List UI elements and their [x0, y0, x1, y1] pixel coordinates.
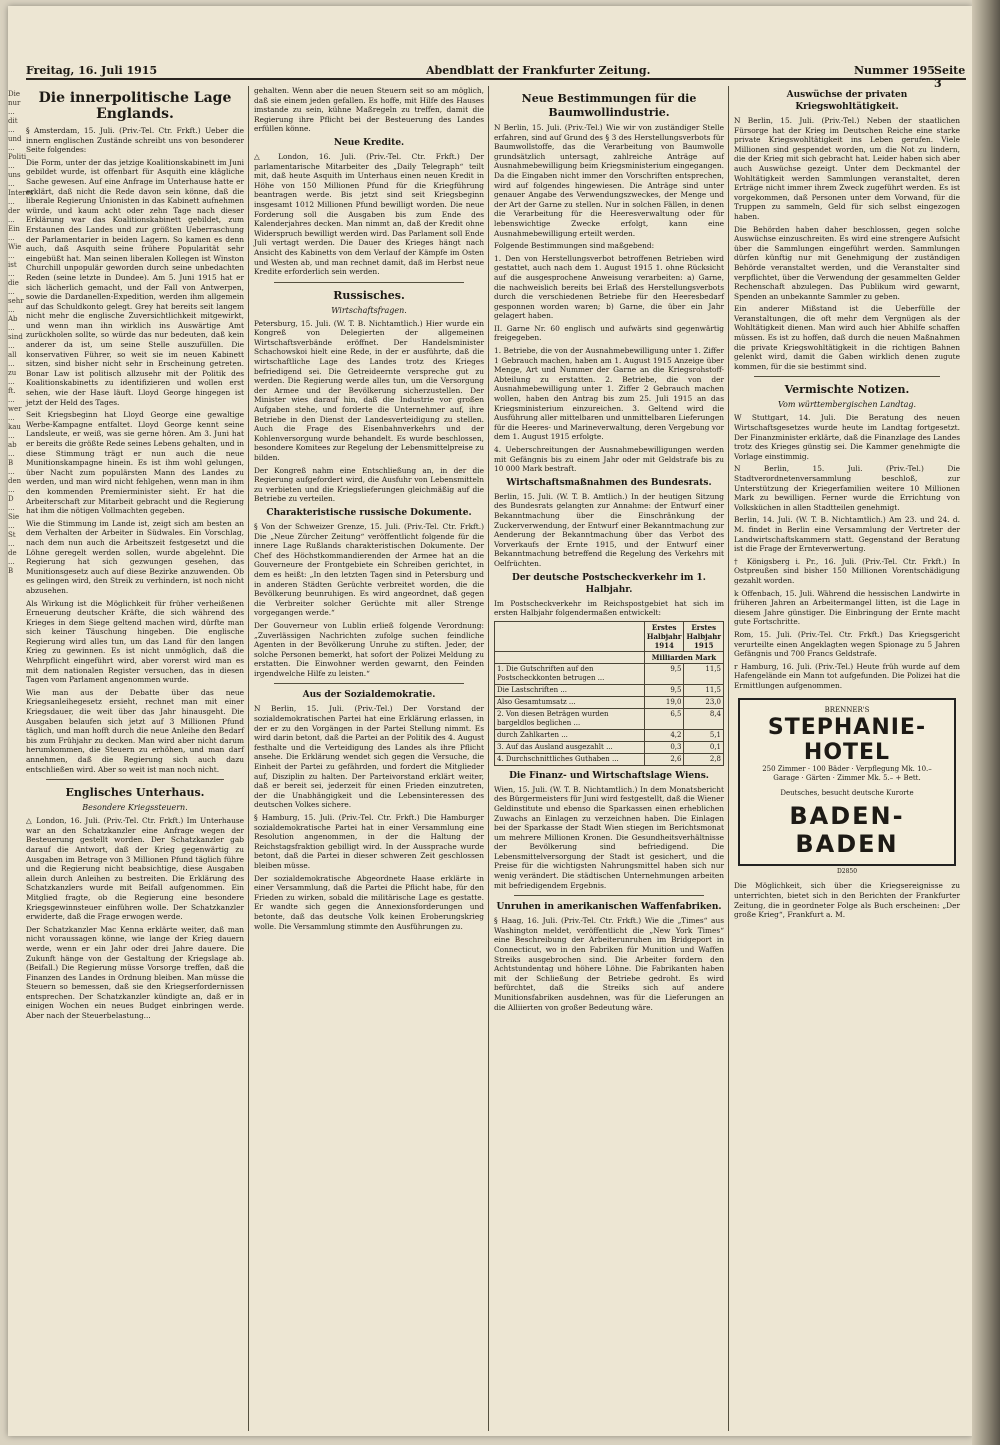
table-cell-label: Also Gesamtumsatz ...: [495, 696, 645, 708]
paragraph: N Berlin, 15. Juli. (Priv.-Tel.) Wie wir von zuständiger Stelle erfahren, sind auf Grund des § 3 des Herstellungsverbots für Baumwollstoffe, das die Verarbeitung von Baumwolle grundsätzlich untersagt, zahlreiche Anträge auf Ausnahmebewilligung beim Kriegsministerium eingegangen. Da die Eingaben nicht immer den Vorschriften entsprechen, wird auf folgendes hingewiesen. Die Anträge sind unter genauer Angabe des Verwendungszweckes, der Menge und der Art der Garne zu stellen. Nur in solchen Fällen, in denen die Verarbeitung für die Heeresverwaltung oder für lebenswichtige Zwecke erfolgt, kann eine Ausnahmebewilligung erteilt werden.: [494, 123, 724, 238]
ad-code: D2850: [836, 868, 858, 876]
column-4: [734, 86, 960, 1431]
paragraph: § Von der Schweizer Grenze, 15. Juli. (Priv.-Tel. Ctr. Frkft.) Die „Neue Zürcher Zeitung“ veröffentlicht folgende für die innere Lage Rußlands charakteristischen Dokumente. Der Chef des Höchstkommandierenden der Armee hat an die Gouverneure der Frontgebiete ein Schreiben gerichtet, in dem es heißt: „In den letzten Tagen sind in Petersburg und in anderen Städten Gerüchte verbreitet worden, die die Bevölkerung beunruhigen. Es wird angeordnet, daß gegen die Verbreiter solcher Gerüchte mit aller Strenge vorgegangen werde.“: [254, 521, 484, 618]
article-subtitle: Vom württembergischen Landtag.: [777, 400, 917, 410]
paragraph: Im Postscheckverkehr im Reichspostgebiet hat sich im ersten Halbjahr folgendermaßen entwickelt:: [494, 598, 724, 618]
article-title: Die Finanz- und Wirtschaftslage Wiens.: [509, 770, 709, 781]
paragraph: Der Gouverneur von Lublin erließ folgende Verordnung: „Zuverlässigen Nachrichten zufolge suchen feindliche Agenten in der Bevölkerung Unruhe zu stiften. Jeder, der solche Personen bemerkt, hat sofort der Polizei Meldung zu erstatten. Die Einwohner werden gewarnt, den Feinden irgendwelche Hilfe zu leisten.“: [254, 620, 484, 678]
table-header: Erstes Halbjahr 1914: [644, 621, 684, 651]
article-title: Neue Bestimmungen für die Baumwollindustrie.: [521, 92, 697, 119]
table-cell-label: 1. Die Gutschriften auf den Postscheckkonten betrugen ...: [495, 663, 645, 684]
column-rule: [728, 86, 729, 1431]
paragraph: Berlin, 14. Juli. (W. T. B. Nichtamtlich.) Am 23. und 24. d. M. findet in Berlin eine Versammlung der Vertreter der Landwirtschaftskammern statt. Gegenstand der Beratung ist die Frage der Ernteverwertung.: [734, 515, 960, 554]
paragraph: Die Behörden haben daher beschlossen, gegen solche Auswüchse einzuschreiten. Es wird eine strengere Aufsicht über die Sammlungen eingeführt werden. Sammlungen dürfen künftig nur mit Genehmigung der zuständigen Behörde veranstaltet werden, und die Veranstalter sind verpflichtet, über die Verwendung der gesammelten Gelder Rechenschaft abzulegen. Das Publikum wird gewarnt, Spenden an unbekannte Sammler zu geben.: [734, 224, 960, 301]
article-title: Wirtschaftsmaßnahmen des Bundesrats.: [506, 477, 712, 488]
table-cell-value: 6,5: [644, 708, 684, 729]
divider: [274, 683, 464, 684]
newspaper-page: [8, 6, 972, 1436]
paragraph: 4. Ueberschreitungen der Ausnahmebewilligungen werden mit Gefängnis bis zu einem Jahr oder mit Geldstrafe bis zu 10 000 Mark bestraft.: [494, 445, 724, 474]
article-title: Die innerpolitische Lage Englands.: [38, 90, 232, 122]
column-2: [254, 86, 484, 1431]
paragraph: Wien, 15. Juli. (W. T. B. Nichtamtlich.) In dem Monatsbericht des Bürgermeisters für Juni wird festgestellt, daß die Wiener Geldinstitute und ebenso die Sparkassen einen erheblichen Zuwachs an Einlagen zu verzeichnen haben. Die Einlagen bei der Sparkasse der Stadt Wien stiegen im Berichtsmonat um mehrere Millionen Kronen. Die Gesundheitsverhältnisse der Bevölkerung sind befriedigend. Die Lebensmittelversorgung der Stadt ist gesichert, und die Preise für die wichtigsten Nahrungsmittel haben sich nur wenig verändert. Die städtischen Unternehmungen arbeiten mit befriedigendem Ergebnis.: [494, 784, 724, 890]
table-header: Erstes Halbjahr 1915: [684, 621, 724, 651]
ad-city: BADEN-BADEN: [789, 802, 905, 859]
divider: [514, 895, 704, 896]
table-cell-label: Die Lastschriften ...: [495, 684, 645, 696]
divider: [274, 282, 464, 283]
table-cell-value: 4,2: [644, 729, 684, 741]
table-cell-label: durch Zahlkarten ...: [495, 729, 645, 741]
table-cell-value: 2,8: [684, 753, 724, 765]
hotel-advertisement: [738, 698, 956, 866]
table-row: [495, 753, 724, 765]
table-cell-value: 19,0: [644, 696, 684, 708]
paragraph: Der sozialdemokratische Abgeordnete Haase erklärte in einer Versammlung, daß die Partei die Pflicht habe, für den Frieden zu wirken, sobald die militärische Lage es gestatte. Er wandte sich gegen die Annexionsforderungen und betonte, daß das deutsche Volk keinen Eroberungskrieg wolle. Die Versammlung stimmte den Ausführungen zu.: [254, 873, 484, 931]
table-row: [495, 729, 724, 741]
paragraph: N Berlin, 15. Juli. (Priv.-Tel.) Der Vorstand der sozialdemokratischen Partei hat eine Erklärung erlassen, in der er zu den Vorgängen in der Partei Stellung nimmt. Es wird darin betont, daß die Partei an der Politik des 4. August festhalte und die Verteidigung des Landes als ihre Pflicht ansehe. Die Erklärung wendet sich gegen die Versuche, die Einheit der Partei zu gefährden, und fordert die Mitglieder auf, Disziplin zu halten. Der Parteivorstand erklärt weiter, daß er bereit sei, jederzeit für einen Frieden einzutreten, der die Unabhängigkeit und die Lebensinteressen des deutschen Volkes sichere.: [254, 704, 484, 810]
paragraph: Ein anderer Mißstand ist die Ueberfülle der Veranstaltungen, die oft mehr dem Vergnügen als der Wohltätigkeit dienen. Man wird auch hier Abhilfe schaffen müssen. Es ist zu hoffen, daß durch die neuen Maßnahmen die private Kriegswohltätigkeit in die richtigen Bahnen gelenkt wird, damit die Gaben wirklich denen zugute kommen, für die sie bestimmt sind.: [734, 304, 960, 371]
divider: [754, 376, 940, 377]
paragraph: N Berlin, 15. Juli. (Priv.-Tel.) Neben der staatlichen Fürsorge hat der Krieg im Deutschen Reiche eine starke private Kriegswohltätigkeit ins Leben gerufen. Viele Millionen sind gespendet worden, um die Not zu lindern, die der Krieg mit sich gebracht hat. Leider haben sich aber auch Auswüchse gezeigt. Unter dem Deckmantel der Wohltätigkeit werden Sammlungen veranstaltet, deren Erträge nicht immer ihrem Zweck zugeführt werden. Es ist vorgekommen, daß Personen unter dem Vorwand, für die Truppen zu sammeln, Geld für sich selbst eingezogen haben.: [734, 116, 960, 221]
article-title: Neue Kredite.: [333, 137, 405, 148]
table-cell-value: 5,1: [684, 729, 724, 741]
paragraph: § Amsterdam, 15. Juli. (Priv.-Tel. Ctr. Frkft.) Ueber die innern englischen Zustände schreibt uns von besonderer Seite folgendes:: [26, 126, 244, 155]
article-title: Aus der Sozialdemokratie.: [302, 690, 436, 701]
postscheck-table: [494, 621, 724, 766]
paragraph: Petersburg, 15. Juli. (W. T. B. Nichtamtlich.) Hier wurde ein Kongreß von Delegierten der allgemeinen Wirtschaftsverbände eröffnet. Der Handelsminister Schachowskoi hielt eine Rede, in der er ausführte, daß die wirtschaftliche Lage des Landes trotz des Krieges befriedigend sei. Die Getreideernte verspreche gut zu werden. Die Regierung werde alles tun, um die Versorgung der Armee und der Bevölkerung sicherzustellen. Der Minister wies darauf hin, daß die Industrie vor großen Aufgaben stehe, und forderte die Unternehmer auf, ihre Betriebe in den Dienst der Landesverteidigung zu stellen. Auch die Frage des Eisenbahnverkehrs und der Kohlenversorgung wurde behandelt. Es wurde beschlossen, besondere Komitees zur Regelung der Lebensmittelpreise zu bilden.: [254, 318, 484, 462]
paragraph: 1. Betriebe, die von der Ausnahmebewilligung unter 1. Ziffer 1 Gebrauch machen, haben am 1. August 1915 Anzeige über Menge, Art und Nummer der Garne an die Kriegsrohstoff-Abteilung zu erstatten. 2. Betriebe, die von der Ausnahmebewilligung unter 1. Ziffer 2 Gebrauch machen wollen, haben den Antrag bis zum 25. Juli 1915 an das Kriegsministerium einzureichen. 3. Geltend wird die Ausführung aller mittelbaren und unmittelbaren Lieferungen für die Heeres- und Marineverwaltung, deren Vergebung vor dem 1. August 1915 erfolgte.: [494, 346, 724, 442]
table-row: [495, 741, 724, 753]
ad-line: Garage · Gärten · Zimmer Mk. 5.– + Bett.: [773, 774, 921, 783]
paragraph: W Stuttgart, 14. Juli. Die Beratung des neuen Wirtschaftsgesetzes wurde heute im Landtag fortgesetzt. Der Finanzminister erklärte, daß die Finanzlage des Landes trotz des Krieges günstig sei. Die Kammer genehmigte die Vorlage einstimmig.: [734, 413, 960, 461]
table-cell-label: 4. Durchschnittliches Guthaben ...: [495, 753, 645, 765]
paragraph: § Haag, 16. Juli. (Priv.-Tel. Ctr. Frkft.) Wie die „Times“ aus Washington meldet, veröffentlicht die „New York Times“ eine Beschreibung der Arbeiterunruhen im Bridgeport in Connecticut, wo in den Fabriken für Munition und Waffen Streiks ausgebrochen sind. Die Arbeiter fordern den Achtstundentag und höhere Löhne. Die Fabrikanten haben mit der Schließung der Betriebe gedroht. Es wird befürchtet, daß die Streiks sich auf andere Munitionsfabriken ausdehnen, was für die Lieferungen an die Alliierten von großer Bedeutung wäre.: [494, 916, 724, 1012]
paragraph: k Offenbach, 15. Juli. Während die hessischen Landwirte in früheren Jahren an Arbeitermangel litten, ist die Lage in diesem Jahre günstiger. Die Einbringung der Ernte macht gute Fortschritte.: [734, 588, 960, 627]
table-row: [495, 708, 724, 729]
header-page: Seite 3: [934, 64, 966, 90]
paragraph: Rom, 15. Juli. (Priv.-Tel. Ctr. Frkft.) Das Kriegsgericht verurteilte einen Angeklagten wegen Spionage zu 5 Jahren Gefängnis und 700 Francs Geldstrafe.: [734, 629, 960, 659]
paragraph: Als Wirkung ist die Möglichkeit für früher verheißenen Erneuerung deutscher Kräfte, die sich während des Krieges in dem Siege geltend machen wird, dürfte man sich keiner Täuschung hingeben. Die englische Regierung wird alles tun, um das Land für den langen Krieg zu gewinnen. Es ist nicht unmöglich, daß die Wehrpflicht eingeführt wird, aber vorerst wird man es mit dem nationalen Register versuchen, das in diesen Tagen vom Parlament angenommen wurde.: [26, 598, 244, 685]
column-3: [494, 86, 724, 1431]
table-unit: Milliarden Mark: [644, 651, 723, 663]
paragraph: △ London, 16. Juli. (Priv.-Tel. Ctr. Frkft.) Im Unterhause war an den Schatzkanzler eine Anfrage wegen der Besteuerung gestellt worden. Der Schatzkanzler gab darauf die Antwort, daß der Krieg gegenwärtig zu Ausgaben im Betrage von 3 Millionen Pfund täglich führe und die Regierung nicht beabsichtige, diese Ausgaben allein durch Anleihen zu bestreiten. Die Erklärung des Schatzkanzlers wurde mit Beifall aufgenommen. Ein Mitglied fragte, ob die Regierung eine besondere Kriegsgewinnsteuer einführen wolle. Der Schatzkanzler erwiderte, daß die Frage erwogen werde.: [26, 816, 244, 922]
divider: [46, 779, 224, 780]
ad-line: Deutsches, besucht deutsche Kurorte: [780, 789, 914, 798]
paragraph: 1. Den von Herstellungsverbot betroffenen Betrieben wird gestattet, auch nach dem 1. August 1915 1. ohne Rücksicht auf die ausgesprochene Anweisung verarbeiten: a) Garne, die nachweislich bereits bei Erlaß des Herstellungsverbots durch die verschiedenen Betriebe für den Heeresbedarf gesponnen worden waren; b) Garne, die über ein Jahr gelagert haben.: [494, 253, 724, 321]
header-number: Nummer 195: [854, 64, 935, 77]
table-cell-value: 8,4: [684, 708, 724, 729]
column-rule: [248, 86, 249, 1431]
article-title: Unruhen in amerikanischen Waffenfabriken.: [496, 902, 722, 913]
paragraph: II. Garne Nr. 60 englisch und aufwärts sind gegenwärtig freigegeben.: [494, 323, 724, 343]
paragraph: § Hamburg, 15. Juli. (Priv.-Tel. Ctr. Frkft.) Die Hamburger sozialdemokratische Partei hat in einer Versammlung eine Resolution angenommen, in der die Haltung der Reichstagsfraktion gebilligt wird. In der Aussprache wurde betont, daß die Partei in dieser schweren Zeit geschlossen bleiben müsse.: [254, 813, 484, 870]
table-cell-value: 11,5: [684, 663, 724, 684]
paragraph: Der Kongreß nahm eine Entschließung an, in der die Regierung aufgefordert wird, die Ausfuhr von Lebensmitteln zu verbieten und die Kriegslieferungen gleichmäßig auf die Betriebe zu verteilen.: [254, 465, 484, 504]
table-cell-value: 11,5: [684, 684, 724, 696]
paragraph: Der Schatzkanzler Mac Kenna erklärte weiter, daß man nicht voraussagen könne, wie lange der Krieg dauern werde, wenn er ein Jahr oder drei Jahre dauere. Die Zukunft hänge von der Gestaltung der Kriegslage ab. (Beifall.) Die Regierung müsse Vorsorge treffen, daß die Finanzen des Landes in Ordnung bleiben. Man müsse die Steuern so bemessen, daß sie den Kriegserfordernissen entsprechen. Der Schatzkanzler kündigte an, daß er in einigen Wochen ein neues Budget einbringen werde. Aber nach der Steuerbelastung...: [26, 924, 244, 1021]
left-margin-strip: Die nur ... dit ... und ... Politi ... uns ... Interes ... der ... Ein ... Wie ... ist ... die ... sehr ... Ab ... sind ... all ... zu ... ft. ... wer ... kau ... ab ... B ... den ... D ... Sie ... St ... de ... B: [8, 90, 34, 575]
table-row: [495, 684, 724, 696]
column-1: [26, 86, 244, 1431]
table-cell-value: 0,1: [684, 741, 724, 753]
paragraph: N Berlin, 15. Juli. (Priv.-Tel.) Die Stadtverordnetenversammlung beschloß, zur Unterstützung der Kriegerfamilien weitere 10 Millionen Mark zu bewilligen. Ferner wurde die Errichtung von Volksküchen in allen Stadtteilen genehmigt.: [734, 464, 960, 512]
ad-line: BRENNER'S: [824, 706, 870, 715]
table-row: [495, 696, 724, 708]
paragraph: Die Möglichkeit, sich über die Kriegsereignisse zu unterrichten, bietet sich in den Berichten der Frankfurter Zeitung, die in geordneter Folge als Buch erscheinen: „Der große Krieg“, Frankfurt a. M.: [734, 881, 960, 920]
paragraph: Berlin, 15. Juli. (W. T. B. Amtlich.) In der heutigen Sitzung des Bundesrats gelangten zur Annahme: der Entwurf einer Bekanntmachung über die Einschränkung der Zuckerverwendung, der Entwurf einer Bekanntmachung zur Aenderung der Bekanntmachung über das Verbot des Vorverkaufs der Ernte 1915, und der Entwurf einer Bekanntmachung betreffend die Regelung des Verkehrs mit Oelfrüchten.: [494, 491, 724, 568]
article-title: Englisches Unterhaus.: [65, 786, 205, 800]
paragraph: Folgende Bestimmungen sind maßgebend:: [494, 241, 655, 251]
paragraph: △ London, 16. Juli. (Priv.-Tel. Ctr. Frkft.) Der parlamentarische Mitarbeiter des „Daily Telegraph“ teilt mit, daß heute Asquith im Unterhaus einen neuen Kredit in Höhe von 150 Millionen Pfund für die Kriegführung beantragen werde. Bis jetzt sind seit Kriegsbeginn insgesamt 1012 Millionen Pfund bewilligt worden. Die neue Forderung soll die Ausgaben bis zum Ende des Kalenderjahres decken. Man nimmt an, daß der Kredit ohne Widerspruch bewilligt werden wird. Das Parlament soll Ende Juli vertagt werden. Die Dauer des Krieges hängt nach Ansicht des Kabinetts von dem Verlauf der Kämpfe im Osten und Westen ab, und man rechnet damit, daß im Herbst neue Kredite erforderlich sein werden.: [254, 151, 484, 277]
article-title: Charakteristische russische Dokumente.: [266, 507, 472, 518]
paragraph: gehalten. Wenn aber die neuen Steuern seit so am möglich, daß sie einem jeden gefallen. Es hoffe, mit Hilfe des Hauses imstande zu sein, kühne Maßregeln zu treffen, damit die Regierung ihre Pflicht bei der Besteuerung des Landes erfüllen könne.: [254, 86, 484, 134]
article-title: Der deutsche Postscheckverkehr im 1. Halbjahr.: [512, 572, 706, 595]
table-cell-label: 2. Von diesen Beträgen wurden bargeldlos beglichen ...: [495, 708, 645, 729]
header-date: Freitag, 16. Juli 1915: [26, 64, 158, 77]
table-cell-value: 2,6: [644, 753, 684, 765]
table-row: [495, 663, 724, 684]
paragraph: Wie die Stimmung im Lande ist, zeigt sich am besten an dem Verhalten der Arbeiter in Südwales. Ein Vorschlag, nach dem nun auch die Arbeitszeit festgesetzt und die Löhne geregelt werden sollen, wurde abgelehnt. Die Regierung hat sich gezwungen gesehen, das Munitionsgesetz auch auf diese Bezirke anzuwenden. Ob es gelingen wird, den Streik zu verhindern, ist noch nicht abzusehen.: [26, 518, 244, 595]
table-cell-value: 23,0: [684, 696, 724, 708]
column-rule: [488, 86, 489, 1431]
paragraph: Wie man aus der Debatte über das neue Kriegsanleihegesetz ersieht, rechnet man mit einer Kriegsdauer, die weit über das Jahr hinausgeht. Die Ausgaben belaufen sich jetzt auf 3 Millionen Pfund täglich, und man hofft durch die neue Anleihe den Bedarf bis zum Frühjahr zu decken. Man wird aber nicht darum herumkommen, die Steuern zu erhöhen, und man darf annehmen, daß die Regierung sich auch dazu entschließen wird. Aber so weit ist man noch nicht.: [26, 687, 244, 774]
paragraph: Die Form, unter der das jetzige Koalitionskabinett im Juni gebildet wurde, ist offenbart für Asquith eine klägliche Sache gewesen. Auf eine Anfrage im Unterhause hatte er erklärt, daß nicht die Rede davon sein könne, daß die liberale Regierung Unionisten in das Kabinett aufnehmen würde, und kaum acht oder zehn Tage nach dieser Erklärung war das Koalitionskabinett gebildet, zum Erstaunen des Landes und zur größten Ueberraschung der Parlamentarier in beiden Lagern. So kamen es denn auch, daß Asquith seine frühere Popularität sehr eingebüßt hat. Man seinen liberalen Kollegen ist Winston Churchill unpopulär geworden durch seine unbedachten Reden (seine letzte in Dundee). Am 5. Juni 1915 hat er sich lächerlich gemacht, und der Fall von Antwerpen, sowie die Dardanellen-Expedition, werden ihm allgemein auf das Schuldkonto gelegt. Grey hat bereits seit langem nicht mehr die englische Zuversichtlichkeit mitgewirkt, und wenn man ihn wirklich ins Auswärtige Amt zurückholen sollte, so würde das nur bedeuten, daß kein anderer da ist, um seine Stelle auszufüllen. Die konservativen Führer, so weit sie im neuen Kabinett sitzen, sind bisher nicht sehr in Erscheinung getreten. Bonar Law ist politisch allzusehr mit der Politik des Koalitionskabinetts zu identifizieren und wollen erst sehen, wie der Hase läuft. Lloyd George hingegen ist jetzt der Held des Tages.: [26, 157, 244, 407]
paragraph: † Königsberg i. Pr., 16. Juli. (Priv.-Tel. Ctr. Frkft.) In Ostpreußen sind bisher 150 Millionen Vorentschädigung gezahlt worden.: [734, 556, 960, 585]
table-cell-value: 0,3: [644, 741, 684, 753]
table-cell-value: 9,5: [644, 663, 684, 684]
page-edge-shadow: [972, 0, 1000, 1445]
table-cell-value: 9,5: [644, 684, 684, 696]
article-subtitle: Wirtschaftsfragen.: [331, 305, 407, 315]
header-paper: Abendblatt der Frankfurter Zeitung.: [426, 64, 651, 77]
article-title: Russisches.: [333, 288, 405, 302]
page-header: [26, 64, 966, 90]
paragraph: r Hamburg, 16. Juli. (Priv.-Tel.) Heute früh wurde auf dem Hafengelände ein Mann tot aufgefunden. Die Polizei hat die Ermittlungen aufgenommen.: [734, 661, 960, 690]
article-subtitle: Besondere Kriegssteuern.: [82, 803, 188, 813]
article-title: Auswüchse der privaten Kriegswohltätigkeit.: [786, 90, 908, 112]
paragraph: Seit Kriegsbeginn hat Lloyd George eine gewaltige Werbe-Kampagne entfaltet. Lloyd George kennt seine Landsleute, er weiß, was sie gerne hören. Am 3. Juni hat er bereits die größte Rede seines Lebens gehalten, und in diese Stimmung trägt er nun auch die neue Munitionskampagne hinein. Es ist ihm wohl gelungen, über Nacht zum populärsten Mann des Landes zu werden, und man wird nicht fehlgehen, wenn man in ihm den kommenden Premierminister sieht. Er hat die Arbeiterschaft zur Mitarbeit gebracht und die Regierung hat ihm die nötigen Vollmachten gegeben.: [26, 410, 244, 516]
article-title: Vermischte Notizen.: [784, 383, 910, 397]
table-cell-label: 3. Auf das Ausland ausgezahlt ...: [495, 741, 645, 753]
ad-hotel-name: STEPHANIE-HOTEL: [767, 715, 927, 766]
ad-line: 250 Zimmer · 100 Bäder · Verpflegung Mk. 10.–: [762, 765, 932, 774]
